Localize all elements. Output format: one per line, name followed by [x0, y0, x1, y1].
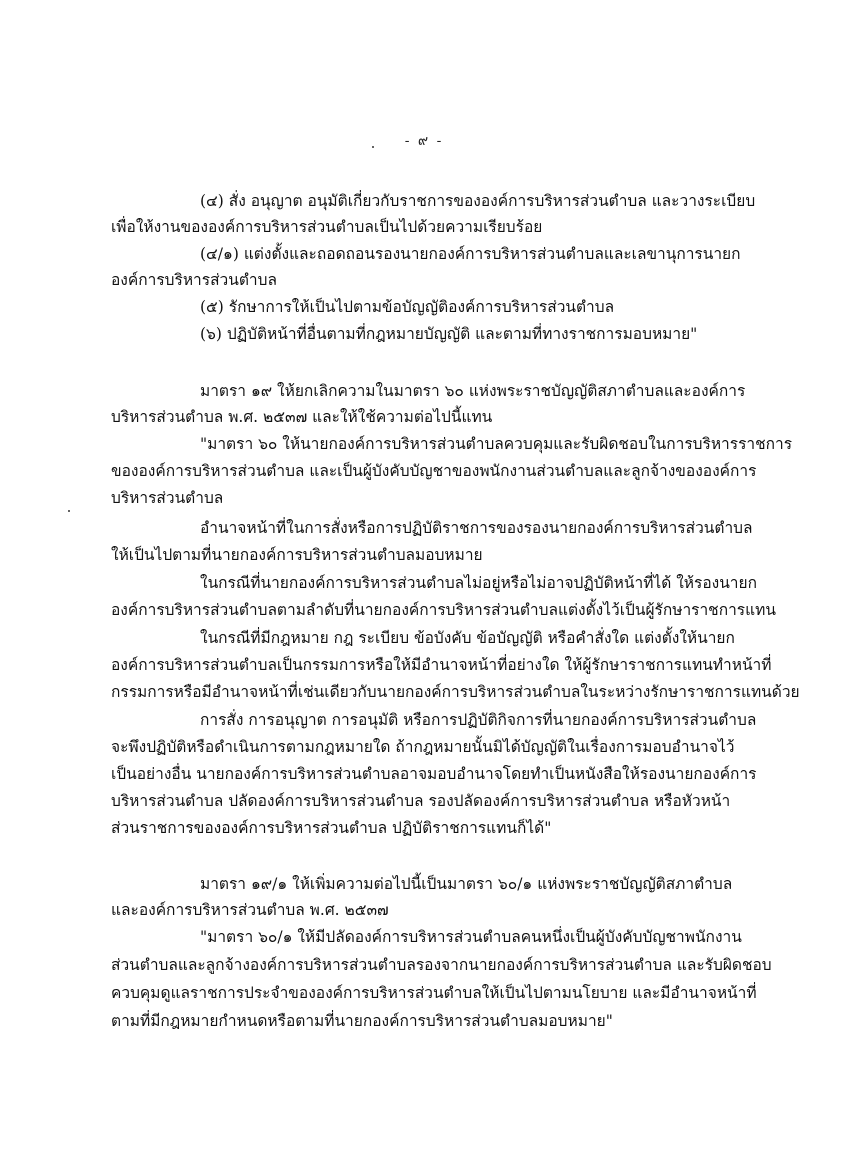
- text-line: บริหารส่วนตำบล พ.ศ. ๒๕๓๗ และให้ใช้ความต่อไปนี้แทน: [111, 408, 493, 426]
- text-line: "มาตรา ๖๐/๑ ให้มีปลัดองค์การบริหารส่วนตำบลคนหนึ่งเป็นผู้บังคับบัญชาพนักงาน: [200, 928, 742, 946]
- text-line: "มาตรา ๖๐ ให้นายกองค์การบริหารส่วนตำบลควบคุมและรับผิดชอบในการบริหารราชการ: [200, 435, 793, 453]
- page-number: - ๙ -: [404, 133, 444, 149]
- text-line: บริหารส่วนตำบล ปลัดองค์การบริหารส่วนตำบล รองปลัดองค์การบริหารส่วนตำบล หรือหัวหน้า: [111, 792, 731, 810]
- text-line: (๖) ปฏิบัติหน้าที่อื่นตามที่กฎหมายบัญญัติ และตามที่ทางราชการมอบหมาย": [200, 325, 698, 343]
- text-line: องค์การบริหารส่วนตำบล: [111, 271, 277, 289]
- text-line: ในกรณีที่มีกฎหมาย กฎ ระเบียบ ข้อบังคับ ข้อบัญญัติ หรือคำสั่งใด แต่งตั้งให้นายก: [200, 629, 735, 647]
- text-line: จะพึงปฏิบัติหรือดำเนินการตามกฎหมายใด ถ้ากฎหมายนั้นมิได้บัญญัติในเรื่องการมอบอำนาจไว้: [111, 738, 735, 756]
- text-line: ตามที่มีกฎหมายกำหนดหรือตามที่นายกองค์การบริหารส่วนตำบลมอบหมาย": [111, 1012, 613, 1030]
- text-line: ในกรณีที่นายกองค์การบริหารส่วนตำบลไม่อยู่หรือไม่อาจปฏิบัติหน้าที่ได้ ให้รองนายก: [200, 574, 757, 592]
- text-line: ขององค์การบริหารส่วนตำบล และเป็นผู้บังคับบัญชาของพนักงานส่วนตำบลและลูกจ้างขององค์การ: [111, 462, 757, 480]
- text-line: ควบคุมดูแลราชการประจำขององค์การบริหารส่วนตำบลให้เป็นไปตามนโยบาย และมีอำนาจหน้าที่: [111, 984, 757, 1002]
- text-line: (๔) สั่ง อนุญาต อนุมัติเกี่ยวกับราชการขององค์การบริหารส่วนตำบล และวางระเบียบ: [200, 192, 756, 210]
- text-line: ส่วนตำบลและลูกจ้างองค์การบริหารส่วนตำบลรองจากนายกองค์การบริหารส่วนตำบล และรับผิดชอบ: [111, 956, 772, 974]
- scan-speck: [372, 146, 374, 148]
- text-line: (๕) รักษาการให้เป็นไปตามข้อบัญญัติองค์การบริหารส่วนตำบล: [200, 298, 615, 316]
- text-line: เพื่อให้งานขององค์การบริหารส่วนตำบลเป็นไปด้วยความเรียบร้อย: [111, 218, 543, 236]
- text-line: มาตรา ๑๙/๑ ให้เพิ่มความต่อไปนี้เป็นมาตรา ๖๐/๑ แห่งพระราชบัญญัติสภาตำบล: [200, 875, 733, 893]
- scan-speck: [68, 510, 70, 512]
- text-line: (๔/๑) แต่งตั้งและถอดถอนรองนายกองค์การบริหารส่วนตำบลและเลขานุการนายก: [200, 245, 741, 263]
- text-line: และองค์การบริหารส่วนตำบล พ.ศ. ๒๕๓๗: [111, 901, 389, 919]
- text-line: ส่วนราชการขององค์การบริหารส่วนตำบล ปฏิบัติราชการแทนก็ได้": [111, 819, 552, 837]
- text-line: มาตรา ๑๙ ให้ยกเลิกความในมาตรา ๖๐ แห่งพระราชบัญญัติสภาตำบลและองค์การ: [200, 382, 746, 400]
- text-line: เป็นอย่างอื่น นายกองค์การบริหารส่วนตำบลอาจมอบอำนาจโดยทำเป็นหนังสือให้รองนายกองค์การ: [111, 765, 757, 783]
- text-line: การสั่ง การอนุญาต การอนุมัติ หรือการปฏิบัติกิจการที่นายกองค์การบริหารส่วนตำบล: [200, 711, 757, 729]
- text-line: อำนาจหน้าที่ในการสั่งหรือการปฏิบัติราชการของรองนายกองค์การบริหารส่วนตำบล: [200, 519, 753, 537]
- text-line: องค์การบริหารส่วนตำบลตามลำดับที่นายกองค์การบริหารส่วนตำบลแต่งตั้งไว้เป็นผู้รักษาราชการแทน: [111, 601, 776, 619]
- text-line: บริหารส่วนตำบล: [111, 489, 224, 507]
- text-line: กรรมการหรือมีอำนาจหน้าที่เช่นเดียวกับนายกองค์การบริหารส่วนตำบลในระหว่างรักษาราชการแทนด้วย: [111, 683, 800, 701]
- text-line: องค์การบริหารส่วนตำบลเป็นกรรมการหรือให้มีอำนาจหน้าที่อย่างใด ให้ผู้รักษาราชการแทนทำหน้าที่: [111, 656, 772, 674]
- text-line: ให้เป็นไปตามที่นายกองค์การบริหารส่วนตำบลมอบหมาย: [111, 546, 483, 564]
